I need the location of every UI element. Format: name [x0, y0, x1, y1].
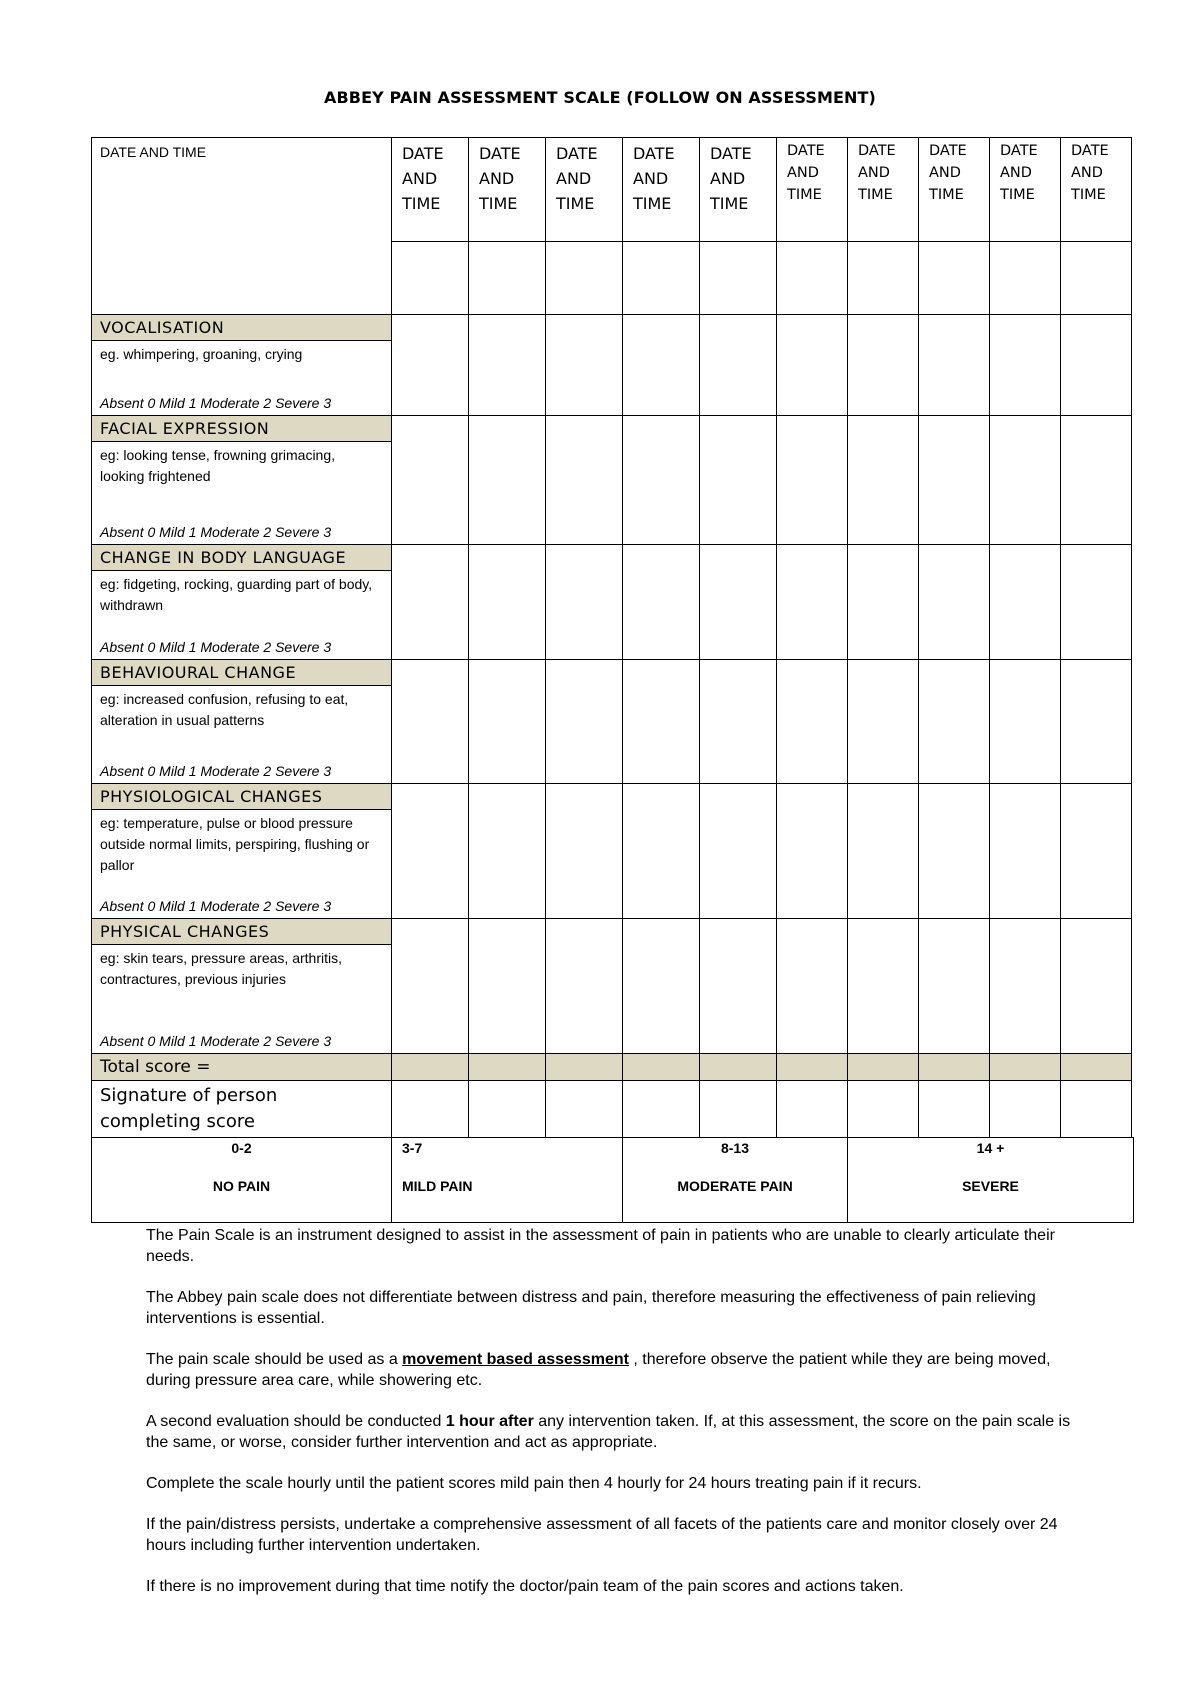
- entry-cell[interactable]: [469, 1054, 546, 1081]
- note-paragraph: [146, 1349, 1076, 1391]
- key-range: 8-13: [720, 1140, 750, 1156]
- key-no-pain: [92, 1138, 392, 1223]
- entry-cell[interactable]: [1061, 784, 1132, 919]
- entry-cell[interactable]: [700, 1081, 777, 1138]
- note-paragraph: If the pain/distress persists, undertake a comprehensive assessment of all facets of the patients care and monitor closely over 24 hours including further intervention undertaken.: [146, 1516, 1058, 1554]
- entry-cell[interactable]: [990, 1081, 1061, 1138]
- entry-cell[interactable]: [469, 242, 546, 315]
- entry-cell[interactable]: [546, 1081, 623, 1138]
- column-header-word: TIME: [858, 187, 893, 203]
- category-row: [92, 315, 1132, 416]
- column-header-word: TIME: [929, 187, 964, 203]
- entry-cell[interactable]: [1061, 416, 1132, 545]
- column-header-word: DATE: [402, 144, 444, 163]
- entry-cell[interactable]: [546, 416, 623, 545]
- column-header-word: DATE: [710, 144, 752, 163]
- category-cell: [92, 784, 392, 919]
- entry-cell[interactable]: [777, 660, 848, 784]
- category-title: FACIAL EXPRESSION: [92, 416, 391, 442]
- entry-cell[interactable]: [700, 1054, 777, 1081]
- column-header-word: TIME: [1000, 187, 1035, 203]
- entry-cell[interactable]: [392, 919, 469, 1054]
- entry-cell[interactable]: [990, 545, 1061, 660]
- entry-cell[interactable]: [469, 315, 546, 416]
- entry-cell[interactable]: [990, 660, 1061, 784]
- entry-cell[interactable]: [777, 242, 848, 315]
- note-paragraph: The Pain Scale is an instrument designed to assist in the assessment of pain in patients who are unable to clearly articulate their needs.: [146, 1227, 1055, 1265]
- column-header-word: TIME: [710, 194, 749, 213]
- note-emphasis: 1 hour after: [445, 1413, 534, 1430]
- key-range: 3-7: [402, 1140, 423, 1156]
- category-scale: Absent 0 Mild 1 Moderate 2 Severe 3: [100, 898, 332, 914]
- entry-cell[interactable]: [919, 1054, 990, 1081]
- entry-cell[interactable]: [546, 315, 623, 416]
- entry-cell[interactable]: [990, 1054, 1061, 1081]
- category-row: [92, 784, 1132, 919]
- entry-cell[interactable]: [990, 919, 1061, 1054]
- column-header-word: TIME: [402, 194, 441, 213]
- entry-cell[interactable]: [919, 1081, 990, 1138]
- category-row: [92, 545, 1132, 660]
- entry-cell[interactable]: [392, 784, 469, 919]
- entry-cell[interactable]: [919, 784, 990, 919]
- entry-cell[interactable]: [546, 1054, 623, 1081]
- key-mild-pain: [392, 1138, 623, 1223]
- entry-cell[interactable]: [392, 242, 469, 315]
- column-header-word: TIME: [1071, 187, 1106, 203]
- entry-cell[interactable]: [777, 784, 848, 919]
- column-header-word: AND: [1071, 165, 1103, 181]
- key-label: MILD PAIN: [402, 1178, 473, 1194]
- category-row: [92, 660, 1132, 784]
- entry-cell[interactable]: [700, 784, 777, 919]
- entry-cell[interactable]: [1061, 315, 1132, 416]
- entry-cell[interactable]: [623, 919, 700, 1054]
- entry-cell[interactable]: [919, 660, 990, 784]
- entry-cell[interactable]: [848, 416, 919, 545]
- entry-cell[interactable]: [990, 416, 1061, 545]
- note-text: , therefore observe the patient while they are being moved, during pressure area care, while showering etc.: [146, 1351, 1051, 1389]
- note-paragraph: [146, 1287, 1076, 1329]
- column-header-word: TIME: [556, 194, 595, 213]
- entry-cell[interactable]: [848, 784, 919, 919]
- key-label: SEVERE: [962, 1178, 1019, 1194]
- category-title: VOCALISATION: [92, 315, 391, 341]
- total-score-label: Total score =: [92, 1054, 392, 1081]
- category-title: PHYSIOLOGICAL CHANGES: [92, 784, 391, 810]
- entry-cell[interactable]: [546, 784, 623, 919]
- date-time-column-header: [990, 138, 1061, 242]
- assessment-table: [91, 137, 1132, 1138]
- entry-cell[interactable]: [1061, 919, 1132, 1054]
- column-header-word: DATE: [1000, 143, 1038, 159]
- entry-cell[interactable]: [990, 784, 1061, 919]
- category-row: [92, 919, 1132, 1054]
- column-header-word: DATE: [479, 144, 521, 163]
- category-cell: [92, 416, 392, 545]
- score-key-table: [91, 1137, 1134, 1223]
- date-time-column-header: [848, 138, 919, 242]
- note-emphasis: movement based assessment: [402, 1351, 629, 1368]
- category-title: PHYSICAL CHANGES: [92, 919, 391, 945]
- category-title: BEHAVIOURAL CHANGE: [92, 660, 391, 686]
- column-header-word: AND: [929, 165, 961, 181]
- entry-cell[interactable]: [848, 919, 919, 1054]
- column-header-word: AND: [633, 169, 669, 188]
- entry-cell[interactable]: [777, 315, 848, 416]
- category-example: eg: fidgeting, rocking, guarding part of body, withdrawn: [100, 576, 373, 613]
- key-severe: [848, 1138, 1134, 1223]
- date-time-column-header: [469, 138, 546, 242]
- key-label: NO PAIN: [212, 1178, 271, 1194]
- entry-cell[interactable]: [1061, 242, 1132, 315]
- key-label: MODERATE PAIN: [677, 1178, 793, 1194]
- entry-cell[interactable]: [623, 784, 700, 919]
- entry-cell[interactable]: [1061, 1081, 1132, 1138]
- entry-cell[interactable]: [392, 315, 469, 416]
- entry-cell[interactable]: [546, 242, 623, 315]
- note-paragraph: Complete the scale hourly until the patient scores mild pain then 4 hourly for 24 hours treating pain if it recurs.: [146, 1475, 922, 1492]
- date-time-column-header: [919, 138, 990, 242]
- entry-cell[interactable]: [623, 660, 700, 784]
- key-range: 0-2: [231, 1140, 252, 1156]
- column-header-word: DATE: [633, 144, 675, 163]
- entry-cell[interactable]: [777, 1054, 848, 1081]
- column-header-word: AND: [479, 169, 515, 188]
- category-scale: Absent 0 Mild 1 Moderate 2 Severe 3: [100, 1033, 332, 1049]
- date-time-column-header: [623, 138, 700, 242]
- category-example: eg: skin tears, pressure areas, arthritis, contractures, previous injuries: [100, 950, 342, 987]
- entry-cell[interactable]: [777, 416, 848, 545]
- column-header-word: AND: [1000, 165, 1032, 181]
- entry-cell[interactable]: [623, 242, 700, 315]
- entry-cell[interactable]: [700, 416, 777, 545]
- entry-cell[interactable]: [392, 1081, 469, 1138]
- entry-cell[interactable]: [700, 919, 777, 1054]
- column-header-word: TIME: [633, 194, 672, 213]
- entry-cell[interactable]: [469, 416, 546, 545]
- column-header-word: AND: [402, 169, 438, 188]
- column-header-word: AND: [710, 169, 746, 188]
- entry-cell[interactable]: [919, 315, 990, 416]
- note-text: A second evaluation should be conducted: [146, 1413, 446, 1430]
- entry-cell[interactable]: [623, 1054, 700, 1081]
- entry-cell[interactable]: [848, 1054, 919, 1081]
- category-cell: [92, 545, 392, 660]
- column-header-word: TIME: [787, 187, 822, 203]
- entry-cell[interactable]: [848, 242, 919, 315]
- category-scale: Absent 0 Mild 1 Moderate 2 Severe 3: [100, 395, 332, 411]
- entry-cell[interactable]: [1061, 660, 1132, 784]
- signature-label: Signature of person completing score: [92, 1081, 392, 1138]
- column-header-word: DATE: [1071, 143, 1109, 159]
- entry-cell[interactable]: [1061, 1054, 1132, 1081]
- form-title: ABBEY PAIN ASSESSMENT SCALE (FOLLOW ON ASSESSMENT): [324, 88, 876, 107]
- entry-cell[interactable]: [919, 545, 990, 660]
- entry-cell[interactable]: [700, 242, 777, 315]
- entry-cell[interactable]: [848, 660, 919, 784]
- entry-cell[interactable]: [469, 784, 546, 919]
- category-scale: Absent 0 Mild 1 Moderate 2 Severe 3: [100, 524, 332, 540]
- entry-cell[interactable]: [777, 919, 848, 1054]
- category-cell: [92, 315, 392, 416]
- entry-cell[interactable]: [990, 242, 1061, 315]
- category-title: CHANGE IN BODY LANGUAGE: [92, 545, 391, 571]
- column-header-word: DATE: [556, 144, 598, 163]
- entry-cell[interactable]: [392, 545, 469, 660]
- date-time-column-header: [700, 138, 777, 242]
- category-example: eg: looking tense, frowning grimacing, looking frightened: [100, 447, 336, 484]
- entry-cell[interactable]: [700, 315, 777, 416]
- entry-cell[interactable]: [546, 545, 623, 660]
- entry-cell[interactable]: [469, 545, 546, 660]
- category-scale: Absent 0 Mild 1 Moderate 2 Severe 3: [100, 763, 332, 779]
- category-example: eg: temperature, pulse or blood pressure outside normal limits, perspiring, flushing or pallor: [100, 815, 370, 873]
- category-cell: [92, 660, 392, 784]
- note-paragraph: [146, 1411, 1076, 1453]
- category-row: [92, 416, 1132, 545]
- entry-cell[interactable]: [392, 660, 469, 784]
- note-text: any intervention taken. If, at this assessment, the score on the pain scale is the same, or worse, consider further intervention and act as appropriate.: [146, 1413, 1071, 1451]
- date-time-column-header: [546, 138, 623, 242]
- date-time-label: DATE AND TIME: [92, 138, 392, 315]
- note-text: The Abbey pain scale does not differentiate between distress and pain, therefore measuring the effectiveness of pain relieving interventions is essential.: [146, 1289, 1036, 1327]
- entry-cell[interactable]: [469, 660, 546, 784]
- column-header-word: DATE: [858, 143, 896, 159]
- entry-cell[interactable]: [469, 919, 546, 1054]
- date-time-column-header: [1061, 138, 1132, 242]
- entry-cell[interactable]: [990, 315, 1061, 416]
- column-header-word: DATE: [929, 143, 967, 159]
- entry-cell[interactable]: [392, 1054, 469, 1081]
- entry-cell[interactable]: [848, 545, 919, 660]
- entry-cell[interactable]: [392, 416, 469, 545]
- column-header-word: TIME: [479, 194, 518, 213]
- category-scale: Absent 0 Mild 1 Moderate 2 Severe 3: [100, 639, 332, 655]
- entry-cell[interactable]: [700, 660, 777, 784]
- entry-cell[interactable]: [623, 315, 700, 416]
- key-range: 14 +: [976, 1140, 1005, 1156]
- entry-cell[interactable]: [1061, 545, 1132, 660]
- instructions: [146, 1225, 1076, 1617]
- entry-cell[interactable]: [546, 919, 623, 1054]
- date-time-column-header: [777, 138, 848, 242]
- entry-cell[interactable]: [623, 416, 700, 545]
- category-example: eg: increased confusion, refusing to eat, alteration in usual patterns: [100, 691, 349, 728]
- note-text: The pain scale should be used as a: [146, 1351, 403, 1368]
- category-example: eg. whimpering, groaning, crying: [100, 346, 303, 362]
- entry-cell[interactable]: [848, 1081, 919, 1138]
- entry-cell[interactable]: [777, 545, 848, 660]
- entry-cell[interactable]: [919, 416, 990, 545]
- entry-cell[interactable]: [919, 242, 990, 315]
- note-paragraph: If there is no improvement during that time notify the doctor/pain team of the pain scores and actions taken.: [146, 1578, 904, 1595]
- entry-cell[interactable]: [546, 660, 623, 784]
- entry-cell[interactable]: [777, 1081, 848, 1138]
- date-time-column-header: [392, 138, 469, 242]
- category-cell: [92, 919, 392, 1054]
- entry-cell[interactable]: [469, 1081, 546, 1138]
- entry-cell[interactable]: [919, 919, 990, 1054]
- column-header-word: AND: [556, 169, 592, 188]
- column-header-word: DATE: [787, 143, 825, 159]
- entry-cell[interactable]: [848, 315, 919, 416]
- entry-cell[interactable]: [623, 545, 700, 660]
- column-header-word: AND: [858, 165, 890, 181]
- entry-cell[interactable]: [700, 545, 777, 660]
- column-header-word: AND: [787, 165, 819, 181]
- entry-cell[interactable]: [623, 1081, 700, 1138]
- key-moderate-pain: [623, 1138, 848, 1223]
